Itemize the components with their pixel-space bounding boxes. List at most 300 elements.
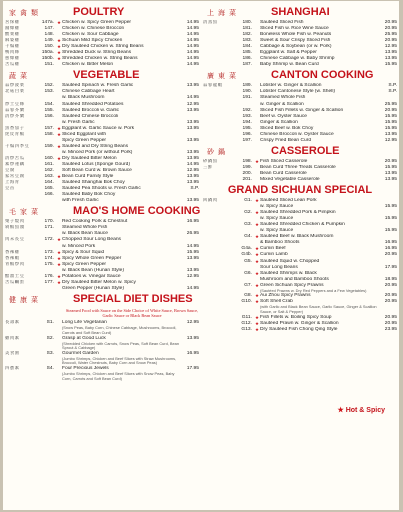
spicy-star-icon: ★: [57, 44, 62, 50]
item-price: 13.95: [384, 56, 397, 62]
spicy-star-icon: ★: [57, 50, 62, 56]
item-number: 186.: [242, 56, 252, 62]
menu-item: [5, 366, 199, 381]
menu-section: [5, 6, 199, 68]
item-name-text: Sliced Beef w. Bok Choy: [260, 125, 314, 131]
item-name: [62, 351, 185, 366]
item-price: 20.95: [384, 252, 397, 258]
item-name-text: Spicy Green Pepper: [62, 137, 107, 143]
item-price: 20.95: [384, 38, 397, 44]
item-name-text: Shredded Duck w. String Beans: [62, 50, 132, 56]
spicy-star-icon: ★: [255, 326, 260, 332]
item-chinese-name: 蒜蓉芥蘭: [5, 107, 25, 113]
spicy-star-icon: ★: [57, 255, 62, 261]
item-name-text: Spicy & Sour Squid: [62, 249, 105, 255]
item-number: 187.: [242, 62, 252, 68]
item-chinese-name: 清蒸魚: [203, 20, 218, 25]
item-chinese-name: 蒜蓉龍蝦: [203, 83, 223, 89]
item-name-text: Sautéed Shrimps w. Black: [260, 270, 317, 276]
item-chinese-name: 豆苗: [5, 186, 15, 192]
item-name-text: Sautéed Chinese Broccoli: [62, 113, 119, 119]
item-number: 147a.: [41, 20, 54, 25]
item-name-text: Dry Sautéed Bitter Melon w. Spicy: [62, 279, 136, 285]
legend-label: Hot & Spicy: [345, 407, 385, 414]
spicy-star-icon: ★: [255, 198, 260, 204]
item-number: 177.: [44, 279, 54, 285]
item-name-text: w. Ginger & Scallion: [260, 101, 304, 107]
spicy-star-icon: ★: [255, 246, 260, 252]
item-chinese-name: 肉末長豆: [5, 237, 25, 243]
item-number: G7.: [244, 282, 252, 288]
item-name-text: Sliced Fish w. Rice Wine Sauce: [260, 26, 329, 32]
spicy-star-icon: ★: [57, 261, 62, 267]
item-price: 12.95: [186, 101, 199, 107]
item-price: 13.95: [384, 176, 397, 182]
menu-item: [203, 283, 397, 294]
item-name-text: Gourmet Garden: [62, 350, 99, 356]
item-price: 12.95: [186, 273, 199, 279]
item-price: 20.95: [384, 314, 397, 320]
item-name-text: Chicken w. Sour Cabbage: [62, 32, 119, 38]
item-price: 13.95: [186, 198, 199, 204]
spicy-star-icon: ★: [255, 210, 260, 216]
item-name-text: Eggplant w. Salt & Pepper: [260, 50, 317, 56]
item-name-text: w. Minced Pork (or without Pork): [62, 149, 133, 155]
item-price: 20.95: [384, 158, 397, 164]
item-name-text: w. Minced Pork: [62, 243, 96, 249]
item-price: 14.95: [186, 243, 199, 249]
item-number: 172.: [44, 237, 54, 243]
item-name-text: Sweet & Sour Crispy Sliced Fish: [260, 38, 331, 44]
item-number: 198.: [242, 158, 252, 164]
item-number: 163.: [44, 174, 54, 180]
item-name-text: w. Spicy Sauce: [260, 216, 294, 222]
item-price: 14.95: [186, 62, 199, 68]
item-name-text: Crispy Fried Bean Curd: [260, 137, 312, 143]
item-name-text: Spicy Green Pepper: [62, 261, 107, 267]
item-number: G6.: [244, 270, 252, 276]
item-name: [260, 138, 383, 144]
item-chinese-name: 虎皮青椒: [5, 131, 25, 137]
item-name-text: Mushroom and Bamboo Shoots: [260, 276, 329, 282]
item-price: 17.95: [186, 365, 199, 371]
item-price: 15.95: [384, 228, 397, 234]
item-chinese-name: 美食園: [5, 350, 20, 356]
left-column: [5, 5, 199, 381]
item-name-text: Sautéed Spinach w. Fresh Garlic: [62, 83, 134, 89]
item-chinese-name: 剁椒魚頭: [5, 225, 25, 231]
item-name-text: Chicken w. Bitter Melon: [62, 62, 114, 68]
item-chinese-name: 苦瓜雞: [5, 62, 20, 68]
item-price: 20.95: [384, 107, 397, 113]
item-number: 158.: [44, 131, 54, 137]
item-price: 12.95: [186, 168, 199, 174]
hot-spicy-legend: [337, 406, 385, 414]
menu-page: [3, 1, 399, 510]
section-title: CASSEROLE: [271, 144, 340, 157]
item-number: 159.: [44, 143, 54, 149]
item-number: 189.: [242, 83, 252, 89]
item-name-text: Bean Curd Casserole: [260, 170, 307, 176]
item-name-text: Bean Curd Three Treats Casserole: [260, 164, 336, 170]
item-number: 196.: [242, 131, 252, 137]
item-price: 14.95: [186, 44, 199, 50]
item-name-text: Soft Bean Curd w. Brown Sauce: [62, 168, 132, 174]
item-name: [260, 327, 383, 333]
item-number: S4.: [46, 365, 54, 371]
item-price: 16.95: [384, 246, 397, 252]
item-number: 153.: [44, 89, 54, 95]
item-name: [62, 198, 185, 204]
section-title: POULTRY: [73, 6, 125, 18]
item-number: G4a.: [241, 246, 252, 252]
item-name-text: Sautéed Lotus (Sponge Gourd): [62, 161, 130, 167]
menu-item: [5, 336, 199, 351]
item-description: (Snow Peas, Baby Corn, Chinese Cabbage, Mushrooms, Broccoli, Carrots and Soft Bean Curd): [62, 325, 177, 335]
item-name: [62, 336, 185, 351]
star-icon: ★: [337, 407, 344, 414]
item-number: 171.: [44, 225, 54, 231]
item-name-text: Sautéed Beef w. Black Mushroom: [260, 234, 334, 240]
item-price: S.P.: [388, 89, 397, 95]
section-title: SHANGHAI: [271, 6, 330, 18]
item-chinese-name: 苦瓜鹹蛋: [5, 279, 25, 285]
section-header: [5, 293, 199, 307]
item-price: 23.95: [384, 326, 397, 332]
item-name-text: Spicy Whole Green Pepper: [62, 255, 122, 261]
item-name-text: Dry Sautéed Chicken w. String Beans: [62, 44, 144, 50]
item-price: 14.95: [186, 285, 199, 291]
item-name-text: Green Sichuan Spicy Prawns: [260, 282, 324, 288]
item-chinese-name: 三鮮: [203, 164, 213, 170]
item-price: 15.95: [186, 249, 199, 255]
item-chinese-name: 砂鍋魚: [203, 158, 218, 164]
item-name-text: Eggplant w. Garlic Sauce w. Pork: [62, 125, 135, 131]
item-number: 150b.: [41, 56, 54, 62]
item-chinese-name: 蒜炒菠菜: [5, 83, 25, 89]
item-number: 170.: [44, 219, 54, 225]
item-number: 161.: [44, 161, 54, 167]
item-name-text: Steamed Whole Fish: [260, 95, 306, 101]
spicy-star-icon: ★: [57, 174, 62, 180]
item-number: 200.: [242, 170, 252, 176]
item-description: (Jumbo Shrimps, Chicken and Beef Slices with Straw Mushrooms, Broccoli, Water Chestnuts, Baby Corn and Snow Peas): [62, 355, 177, 366]
spicy-star-icon: ★: [57, 20, 62, 25]
spicy-star-icon: ★: [57, 273, 62, 279]
menu-section: [5, 205, 199, 292]
item-name-text: Bean Curd Family Style: [62, 174, 114, 180]
item-chinese-name: 鴨肉絲: [5, 50, 20, 56]
item-number: 192.: [242, 107, 252, 113]
item-chinese-name: 酸菜雞: [5, 32, 20, 38]
item-chinese-name: 素炒蓮藕: [5, 161, 25, 167]
item-name-text: Sliced Fish Fillets w. Ginger & Scallion: [260, 107, 344, 113]
item-price: 13.95: [186, 149, 199, 155]
item-name-text: Steamed Whole Fish: [62, 225, 108, 231]
item-chinese-name: 長壽素: [5, 320, 20, 326]
section-chinese-title: 家禽類: [9, 9, 42, 17]
item-chinese-name: 家常豆腐: [5, 174, 25, 180]
item-price: 16.95: [186, 219, 199, 225]
item-name-text: Sautéed Prawn w. Ginger & Scallion: [260, 320, 339, 326]
item-name-text: Green Pepper (Hunan Style): [62, 285, 124, 291]
item-number: 181.: [242, 26, 252, 32]
item-chinese-name: 回鍋肉: [203, 198, 218, 204]
menu-item: [203, 327, 397, 333]
item-name-text: Lobster w. Ginger & Scallion: [260, 83, 322, 89]
item-chinese-name: 香辣雞: [5, 249, 20, 255]
spicy-star-icon: ★: [255, 293, 260, 299]
spicy-star-icon: ★: [255, 222, 260, 228]
menu-item: [203, 138, 397, 144]
item-price: 13.95: [186, 119, 199, 125]
item-name-text: w. Spicy Sauce: [260, 204, 294, 210]
item-name-text: Chinese Cabbage Heart: [62, 89, 115, 95]
menu-item: [203, 177, 397, 183]
item-name-text: Chinese Cabbage w. Baby Shrimp: [260, 56, 335, 62]
spicy-star-icon: ★: [57, 131, 62, 137]
item-name-text: Cumin Beef: [260, 246, 286, 252]
section-header: [5, 205, 199, 219]
item-chinese-name: 青椒炒肉: [5, 261, 25, 267]
spicy-star-icon: ★: [255, 299, 260, 305]
menu-section: [5, 293, 199, 381]
item-number: G8.: [244, 293, 252, 299]
item-number: G10.: [241, 299, 252, 305]
spicy-star-icon: ★: [57, 155, 62, 161]
spicy-star-icon: ★: [57, 237, 62, 243]
item-price: 13.95: [186, 180, 199, 186]
item-name-text: Sautéed Shredded Pork & Pimpkin: [260, 210, 336, 216]
item-number: 151.: [44, 62, 54, 68]
item-number: 156.: [44, 113, 54, 119]
item-chinese-name: 香辣蝦: [5, 255, 20, 261]
item-price: 25.95: [384, 32, 397, 38]
item-price: 13.95: [186, 137, 199, 143]
section-header: [5, 6, 199, 20]
item-name-text: w. Black Bean Sauce: [62, 231, 108, 237]
item-chinese-name: 魚香茄子: [5, 125, 25, 131]
spicy-star-icon: ★: [57, 56, 62, 62]
item-chinese-name: 北菇白菜: [5, 89, 25, 95]
spicy-star-icon: ★: [57, 279, 62, 285]
item-name-text: Chinese Broccoli w. Oyster Sauce: [260, 131, 334, 137]
spicy-star-icon: ★: [255, 320, 260, 326]
item-number: 190.: [242, 89, 252, 95]
section-header: [203, 6, 397, 20]
item-price: 20.95: [384, 26, 397, 32]
item-number: S1.: [46, 320, 54, 326]
item-number: 182.: [242, 32, 252, 38]
item-name-text: Aui Zhou Spicy Prawns: [260, 293, 311, 299]
item-price: 13.95: [186, 255, 199, 261]
section-chinese-title: 蔬菜: [9, 72, 31, 81]
item-chinese-name: 醬爆雞: [5, 26, 20, 32]
item-name-text: Sautéed Sliced Lean Pork: [260, 198, 317, 204]
item-number: G4b.: [241, 252, 252, 258]
item-name-text: Fish Sliced Casserole: [260, 158, 308, 164]
item-name: [62, 366, 185, 381]
item-name-text: w. Spicy Sauce: [260, 228, 294, 234]
menu-item: [203, 299, 397, 314]
item-name-text: Chicken w. Chinese Broccoli: [62, 26, 124, 32]
menu-section: [203, 184, 397, 333]
spicy-star-icon: ★: [255, 270, 260, 276]
item-name: [62, 62, 185, 68]
item-price: 14.95: [186, 20, 199, 25]
item-number: 154.: [44, 101, 54, 107]
item-chinese-name: 雞肉素: [5, 335, 20, 341]
section-note: Steamed Food with Sauce on the Side Choice of White Sauce, Brown Sauce, Garlic Sauce or Black Bean Sauce: [65, 307, 199, 319]
item-price: 14.95: [186, 161, 199, 167]
item-price: 14.95: [186, 56, 199, 62]
item-number: G2.: [244, 210, 252, 216]
item-name-text: Baby Shrimp w. Bean Curd: [260, 62, 319, 68]
item-price: 16.95: [186, 350, 199, 356]
item-description: (Jumbo Shrimps, Chicken and Beef Slices with Snow Peas, Baby Corn, Carrots and Soft Bean Curd): [62, 371, 175, 381]
item-number: G3.: [244, 222, 252, 228]
item-chinese-name: 醋溜土豆: [5, 273, 25, 279]
item-chinese-name: 干煸雞: [5, 44, 20, 50]
item-number: 152.: [44, 83, 54, 89]
spicy-star-icon: ★: [57, 143, 62, 149]
item-name-text: Sautéed Squid w. Chopped: [260, 258, 320, 264]
item-price: 12.95: [384, 44, 397, 50]
item-price: 13.95: [384, 170, 397, 176]
item-name-text: Ginger & Scallion: [260, 119, 298, 125]
item-name-text: Sautéed Shanghai Bok Choy: [62, 180, 125, 186]
item-number: G12.: [241, 320, 252, 326]
item-price: S.P.: [388, 83, 397, 89]
item-price: 14.95: [186, 95, 199, 101]
menu-item: [5, 351, 199, 366]
section-header: [203, 69, 397, 83]
item-name-text: Sautéed Broccoli w. Garlic: [62, 107, 120, 113]
menu-section: [5, 69, 199, 204]
item-price: 16.95: [384, 240, 397, 246]
spicy-star-icon: ★: [255, 258, 260, 264]
spicy-star-icon: ★: [255, 234, 260, 240]
item-description: (Sautéed Prawns w. Dry Red Peppers and a Few Vegetables): [260, 287, 367, 293]
item-name-text: Sautéed Sliced Fish: [260, 20, 304, 25]
item-number: 191.: [242, 95, 252, 101]
item-number: S2.: [46, 335, 54, 341]
item-price: 14.95: [186, 38, 199, 44]
item-price: 20.95: [384, 320, 397, 326]
item-name: [260, 299, 383, 314]
item-chinese-name: 麻婆雞: [5, 38, 20, 44]
menu-item: [203, 62, 397, 68]
item-name-text: Beef w. Oyster Sauce: [260, 113, 308, 119]
item-name-text: Chicken w. Spicy Green Pepper: [62, 20, 132, 25]
spicy-star-icon: ★: [255, 282, 260, 288]
item-name-text: w. Black Mushroom: [62, 95, 105, 101]
item-price: 13.95: [186, 83, 199, 89]
item-name-text: Sautéed Shredded Chicken & Pumpkin: [260, 222, 345, 228]
item-price: 12.95: [384, 137, 397, 143]
section-title: CANTON COOKING: [271, 69, 374, 82]
item-name-text: Cumin Lamb: [260, 252, 288, 258]
item-number: 193.: [242, 113, 252, 119]
section-header: [5, 69, 199, 83]
item-price: 15.95: [384, 113, 397, 119]
item-name-text: w. Black Bean (Hunan Style): [62, 267, 124, 273]
right-column: [203, 5, 397, 333]
item-name-text: Sautéed and Dry String Beans: [62, 143, 129, 149]
item-price: 15.95: [384, 125, 397, 131]
item-number: 147.: [44, 26, 54, 32]
item-name-text: Sliced Eggplant with: [62, 131, 107, 137]
item-name-text: with Fresh Garlic: [62, 198, 99, 204]
item-name-text: Sour Long Beans: [260, 264, 298, 270]
item-number: 149.: [44, 38, 54, 44]
menu-section: [203, 145, 397, 183]
item-price: 18.95: [384, 276, 397, 282]
item-price: 20.95: [384, 282, 397, 288]
item-number: 184.: [242, 44, 252, 50]
item-name-text: Grasp at Good Luck: [62, 335, 106, 341]
item-price: 20.95: [384, 299, 397, 305]
spicy-star-icon: ★: [255, 252, 260, 258]
section-title: MAO'S HOME COOKING: [73, 205, 201, 218]
section-header: [203, 145, 397, 159]
item-name-text: Fish Fillets w. Boiling Spicy Soup: [260, 314, 332, 320]
item-price: 25.95: [384, 101, 397, 107]
item-price: 15.95: [384, 204, 397, 210]
item-name-text: Shredded Chicken w. String Beans: [62, 56, 138, 62]
item-description: (with Garlic and Black Bean Sauce, Garlic Sauce, Ginger & Scallion Sauce, or Salt & Pepper): [260, 304, 377, 315]
menu-section: [203, 69, 397, 143]
item-name-text: Sichuan Mild Spicy Chicken: [62, 38, 123, 44]
item-price: 13.95: [384, 131, 397, 137]
item-chinese-name: 炒土豆絲: [5, 101, 25, 107]
item-price: 14.95: [186, 50, 199, 56]
item-number: 175.: [44, 261, 54, 267]
item-name: [260, 62, 383, 68]
item-number: 197.: [242, 137, 252, 143]
item-chinese-name: 干煸四季豆: [5, 143, 30, 149]
spicy-star-icon: ★: [255, 158, 260, 164]
item-number: S3.: [46, 350, 54, 356]
item-price: 13.95: [384, 50, 397, 56]
section-chinese-title: 上海菜: [207, 9, 240, 17]
item-name: [62, 320, 185, 335]
item-price: 20.95: [384, 20, 397, 25]
menu-item: [5, 286, 199, 292]
item-name-text: Soft Shell Crab: [260, 299, 293, 305]
item-name: [62, 286, 185, 292]
menu-section: [203, 6, 397, 68]
item-price: 15.95: [384, 62, 397, 68]
item-name-text: Red Cooking Pork & Chestnut: [62, 219, 128, 225]
item-number: G13.: [241, 326, 252, 332]
spicy-star-icon: ★: [57, 125, 62, 131]
item-name-text: Dry Sautéed Bitter Melon: [62, 155, 117, 161]
item-name-text: Cabbage & Soybean (or w. Pork): [260, 44, 332, 50]
item-price: 20.95: [384, 293, 397, 299]
item-number: 165.: [44, 186, 54, 192]
item-name-text: Chopped Sour Long Beans: [62, 237, 122, 243]
item-number: 195.: [242, 125, 252, 131]
section-title: VEGETABLE: [73, 69, 140, 82]
item-number: 160.: [44, 155, 54, 161]
section-chinese-title: 砂鍋: [207, 147, 229, 156]
item-number: 157.: [44, 125, 54, 131]
item-number: 164.: [44, 180, 54, 186]
item-number: G11.: [241, 314, 252, 320]
item-price: 15.95: [384, 119, 397, 125]
item-name-text: Boneless Whole Fish w. Peanuts: [260, 32, 332, 38]
